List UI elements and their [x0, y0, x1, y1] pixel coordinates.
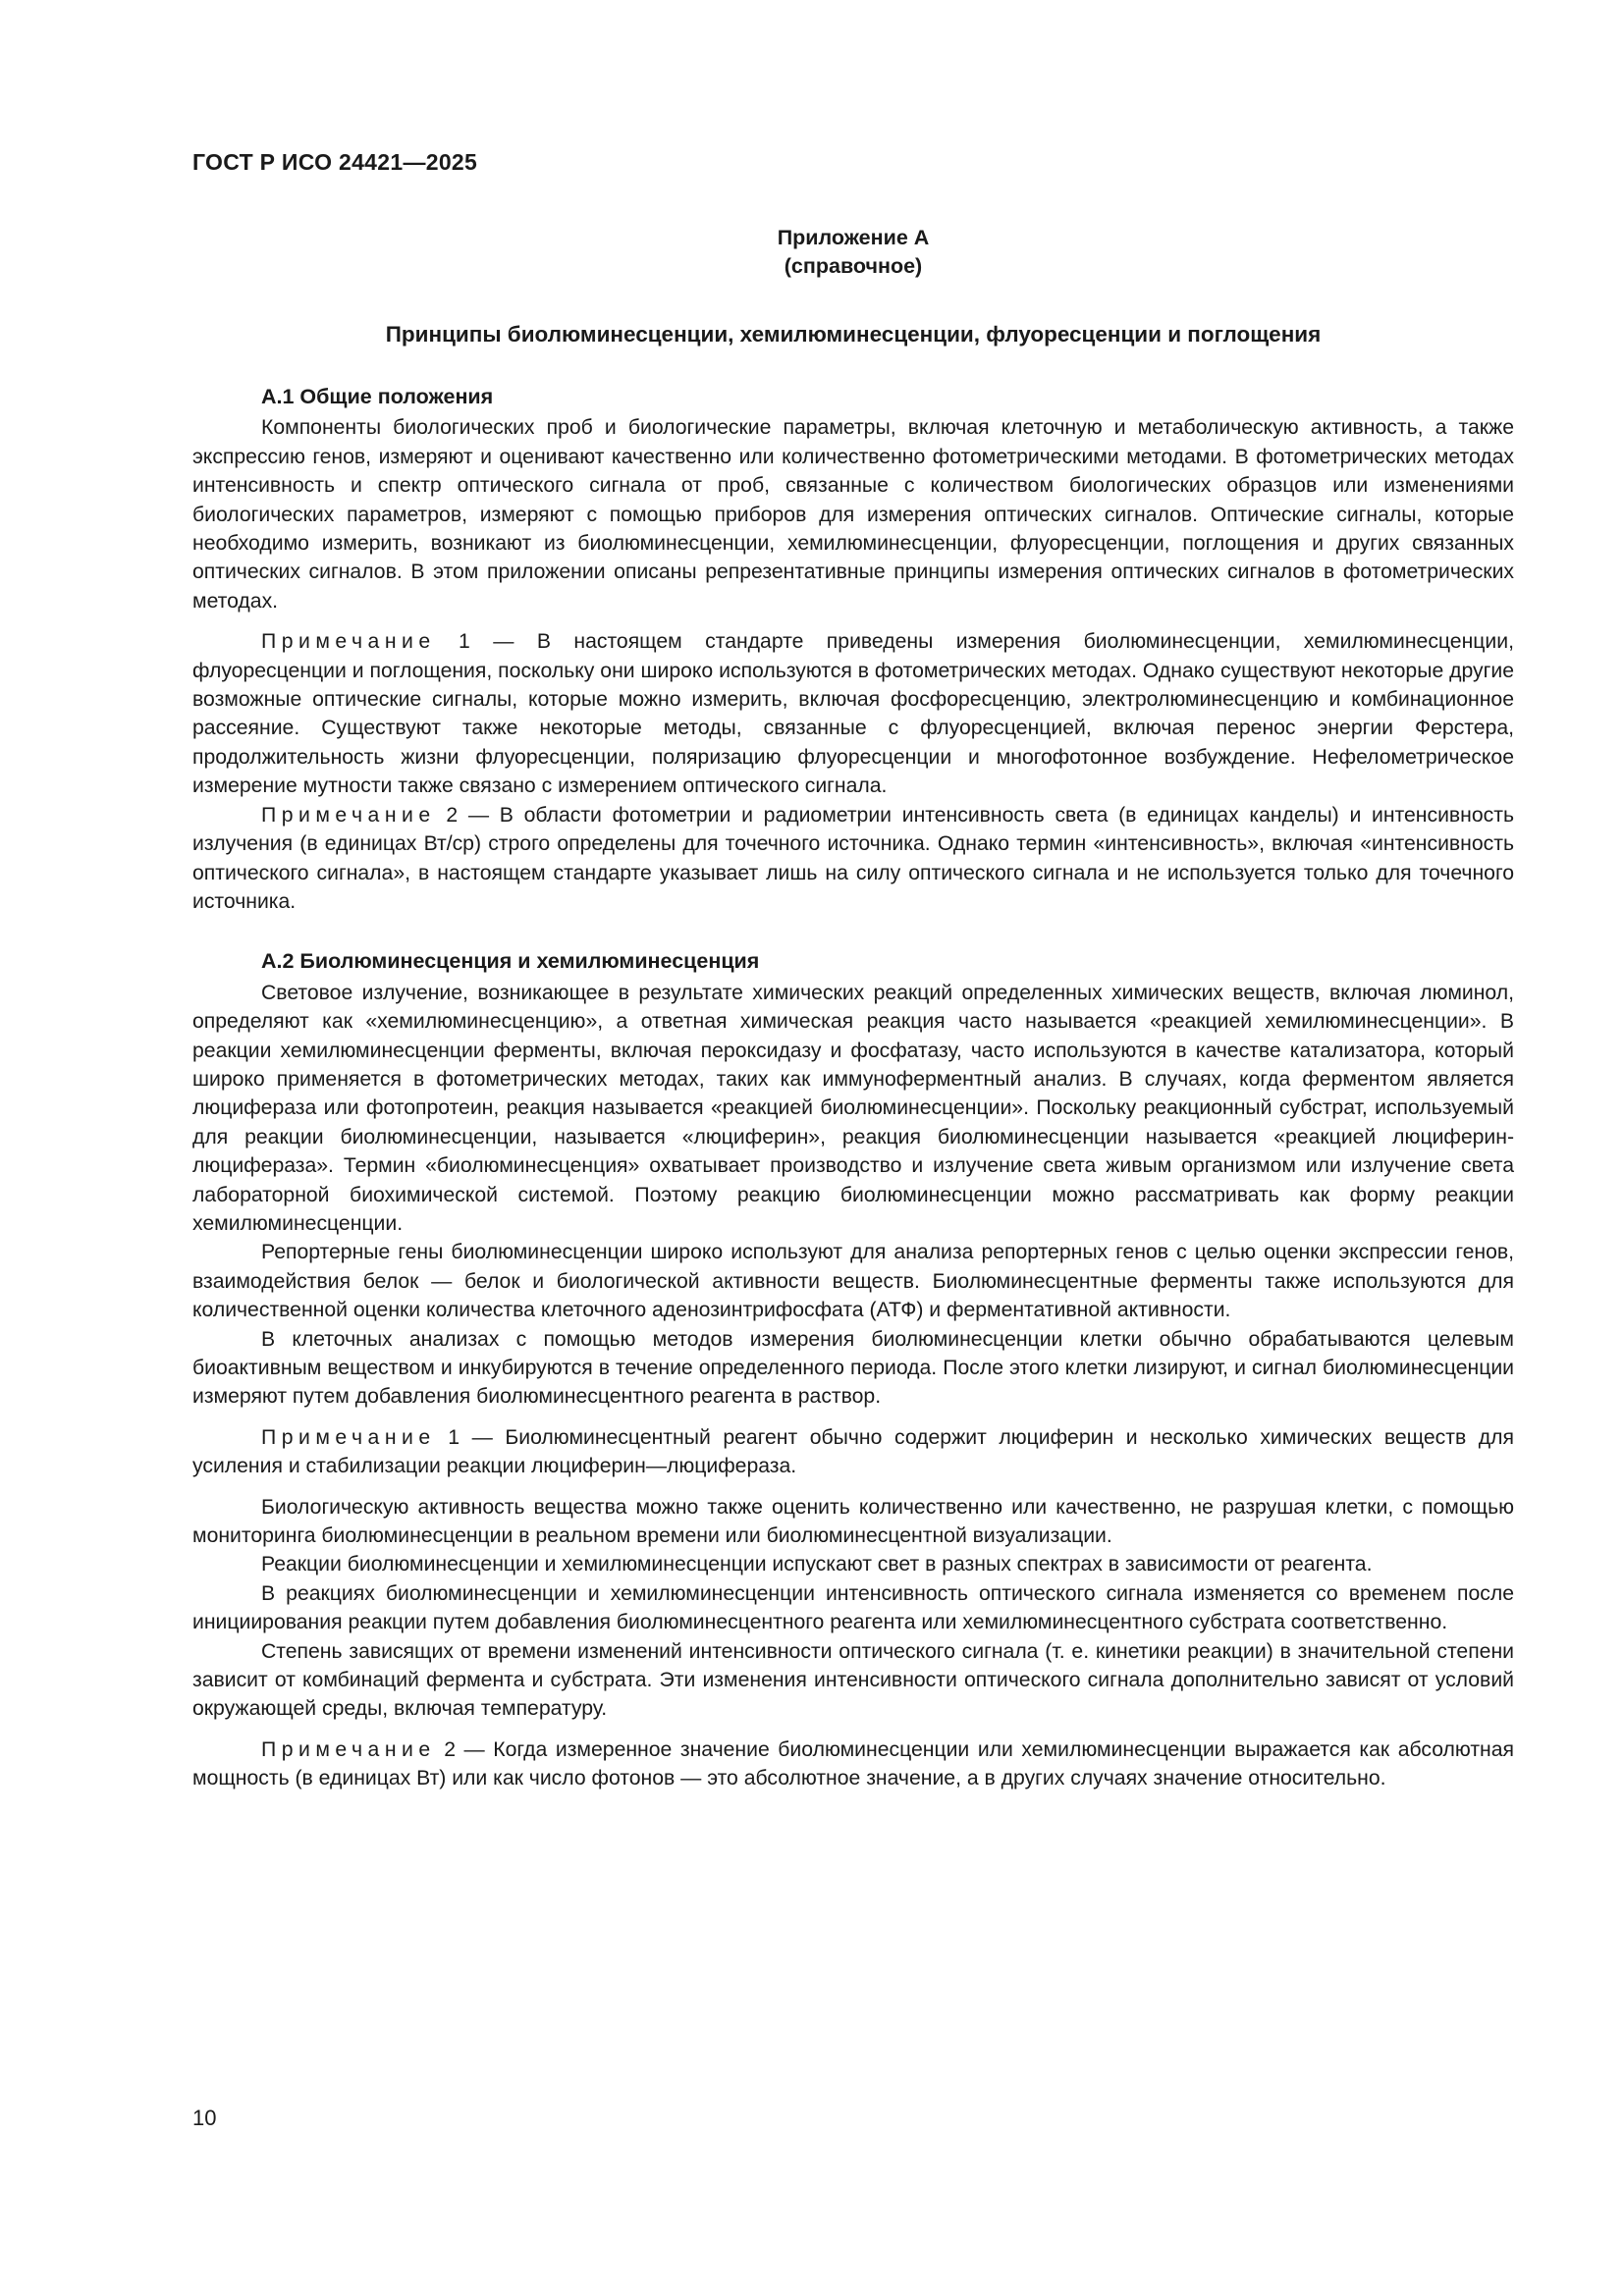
section-a2-paragraph: В клеточных анализах с помощью методов измерения биолюминесценции клетки обычно обрабатываются целевым биоактивным веществом и инкубируются в течение определенного периода. После этого клетки лизируют, и сигнал биолюминесценции измеряют путем добавления биолюминесцентного реагента в раствор.: [192, 1327, 1514, 1409]
section-a2-paragraph: Степень зависящих от времени изменений интенсивности оптического сигнала (т. е. кинетики реакции) в значительной степени зависит от комбинаций фермента и субстрата. Эти изменения интенсивности оптического сигнала дополнительно зависят от условий окружающей среды, включая температуру.: [192, 1639, 1514, 1721]
document-body: [192, 224, 1514, 1793]
note-text: 1 — В настоящем стандарте приведены измерения биолюминесценции, хемилюминесценции, флуоресценции и поглощения, поскольку они широко используются в фотометрических методах. Однако существуют некоторые другие возможные оптические сигналы, которые можно измерить, включая фосфоресценцию, электролюминесценцию и комбинационное рассеяние. Существуют также некоторые методы, связанные с флуоресценцией, включая перенос энергии Ферстера, продолжительность жизни флуоресценции, поляризацию флуоресценции и многофотонное возбуждение. Нефелометрическое измерение мутности также связано с измерением оптического сигнала.: [192, 630, 1514, 798]
section-a1-note-1: [192, 627, 1514, 800]
section-a2-note-2: [192, 1735, 1514, 1793]
section-a2-paragraph: Световое излучение, возникающее в результате химических реакций определенных химических веществ, включая люминол, определяют как «хемилюминесценцию», а ответная химическая реакция часто называется «реакцией хемилюминесценции». В реакции хемилюминесценции ферменты, включая пероксидазу и фосфатазу, часто используются в качестве катализатора, который широко применяется в фотометрических методах, таких как иммуноферментный анализ. В случаях, когда ферментом является люцифераза или фотопротеин, реакция называется «реакцией биолюминесценции». Поскольку реакционный субстрат, используемый для реакции биолюминесценции, называется «люциферин», реакция биолюминесценции называется «реакцией люциферин-люцифераза». Термин «биолюминесценция» охватывает производство и излучение света живым организмом или излучение света лабораторной биохимической системой. Поэтому реакцию биолюминесценции можно рассматривать как форму реакции хемилюминесценции.: [192, 981, 1514, 1235]
appendix-title: Приложение А: [777, 226, 930, 249]
section-a2-paragraph: Реакции биолюминесценции и хемилюминесценции испускают свет в разных спектрах в зависимости от реагента.: [261, 1553, 1373, 1576]
document-code: ГОСТ Р ИСО 24421—2025: [192, 149, 478, 175]
note-label: Примечание: [261, 630, 436, 654]
note-text: 1 — Биолюминесцентный реагент обычно содержит люциферин и несколько химических веществ для усиления и стабилизации реакции люциферин—люцифераза.: [192, 1425, 1514, 1478]
section-a2-heading: А.2 Биолюминесценция и хемилюминесценция: [261, 949, 760, 974]
note-text: 2 — Когда измеренное значение биолюминесценции или хемилюминесценции выражается как абсолютная мощность (в единицах Вт) или как число фотонов — это абсолютное значение, а в других случаях значение относительно.: [192, 1737, 1514, 1790]
section-a1-paragraph: Компоненты биологических проб и биологические параметры, включая клеточную и метаболическую активность, а также экспрессию генов, измеряют и оценивают качественно или количественно фотометрическими методами. В фотометрических методах интенсивность и спектр оптического сигнала от проб, связанные с количеством биологических образцов или изменениями биологических параметров, измеряют с помощью приборов для измерения оптических сигналов. Оптические сигналы, которые необходимо измерить, возникают из биолюминесценции, хемилюминесценции, флуоресценции, поглощения и других связанных оптических сигналов. В этом приложении описаны репрезентативные принципы измерения оптических сигналов в фотометрических методах.: [192, 416, 1514, 613]
appendix-type: (справочное): [784, 254, 923, 278]
note-label: Примечание: [261, 803, 436, 827]
page-number: 10: [192, 2106, 217, 2130]
note-label: Примечание: [261, 1425, 436, 1449]
note-label: Примечание: [261, 1737, 436, 1761]
section-a1-heading: А.1 Общие положения: [261, 385, 494, 408]
section-a1-note-2: [192, 801, 1514, 917]
section-a2-paragraph: Биологическую активность вещества можно также оценить количественно или качественно, не разрушая клетки, с помощью мониторинга биолюминесценции в реальном времени или биолюминесцентной визуализации.: [192, 1495, 1514, 1548]
note-text: 2 — В области фотометрии и радиометрии интенсивность света (в единицах канделы) и интенсивность излучения (в единицах Вт/ср) строго определены для точечного источника. Однако термин «интенсивность», включая «интенсивность оптического сигнала», в настоящем стандарте указывает лишь на силу оптического сигнала и не используется только для точечного источника.: [192, 803, 1514, 913]
section-a2-paragraph: Репортерные гены биолюминесценции широко используют для анализа репортерных генов с целью оценки экспрессии генов, взаимодействия белок — белок и биологической активности веществ. Биолюминесцентные ферменты также используются для количественной оценки количества клеточного аденозинтрифосфата (АТФ) и ферментативной активности.: [192, 1241, 1514, 1322]
section-a2-note-1: [192, 1423, 1514, 1481]
appendix-heading: Принципы биолюминесценции, хемилюминесценции, флуоресценции и поглощения: [385, 322, 1322, 347]
section-a2-paragraph: В реакциях биолюминесценции и хемилюминесценции интенсивность оптического сигнала изменяется со временем после инициирования реакции путем добавления биолюминесцентного реагента или хемилюминесцентного субстрата соответственно.: [192, 1581, 1514, 1634]
